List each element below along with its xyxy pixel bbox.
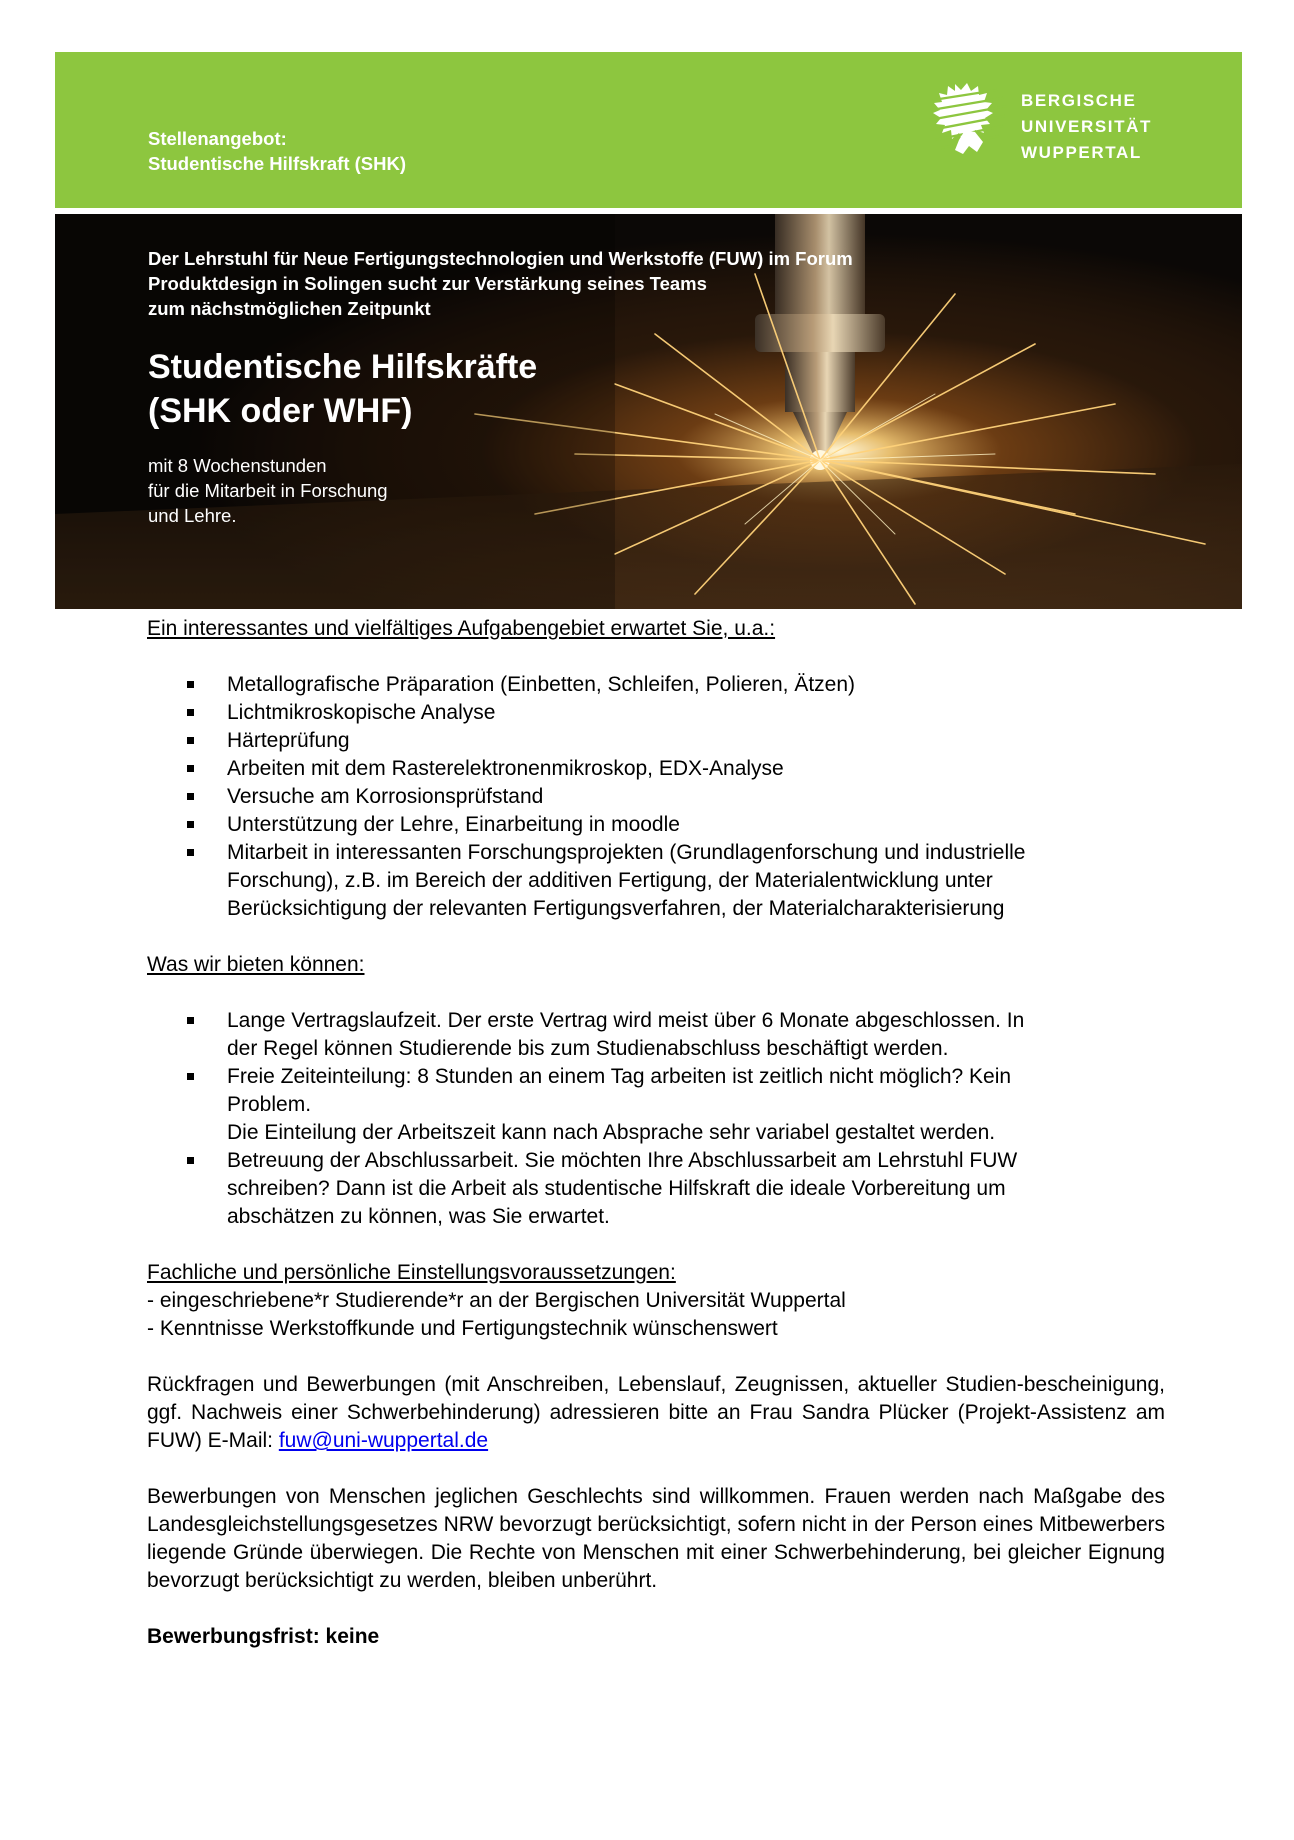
offer-1-line-2: der Regel können Studierende bis zum Studienabschluss beschäftigt werden. [227, 1037, 949, 1060]
hero-sub-line-1: mit 8 Wochenstunden [148, 455, 327, 476]
requirements-list [147, 1287, 1165, 1343]
university-lion-logo-icon [925, 82, 1011, 154]
contact-paragraph [147, 1371, 1165, 1455]
offer-2-line-1: Freie Zeiteinteilung: 8 Stunden an einem Tag arbeiten ist zeitlich nicht möglich? Kein [227, 1065, 1012, 1088]
offer-3-line-3: abschätzen zu können, was Sie erwartet. [227, 1205, 610, 1228]
hero-title-line-2: (SHK oder WHF) [148, 392, 413, 430]
hero-title [148, 345, 1078, 433]
university-logo [925, 82, 1225, 162]
list-item-research [147, 839, 1165, 923]
contact-text: Rückfragen und Bewerbungen (mit Anschreiben, Lebenslauf, Zeugnissen, aktueller Studien-bescheinigung, ggf. Nachweis einer Schwerbehinderung) adressieren bitte an Frau Sandra Plücker (Projekt-Assistenz am FUW) E-Mail: [147, 1373, 1165, 1452]
list-item-thesis [147, 1147, 1165, 1231]
tasks-list [147, 671, 1165, 923]
list-item: Arbeiten mit dem Rasterelektronenmikroskop, EDX-Analyse [147, 755, 1165, 783]
offer-1-line-1: Lange Vertragslaufzeit. Der erste Vertrag wird meist über 6 Monate abgeschlossen. In [227, 1009, 1025, 1032]
hero-subtitle [148, 453, 1078, 528]
research-line-3: Berücksichtigung der relevanten Fertigungsverfahren, der Materialcharakterisierung [227, 897, 1005, 920]
list-item-contract [147, 1007, 1165, 1063]
list-item: Versuche am Korrosionsprüfstand [147, 783, 1165, 811]
list-item-schedule [147, 1063, 1165, 1147]
offer-3-line-1: Betreuung der Abschlussarbeit. Sie möchten Ihre Abschlussarbeit am Lehrstuhl FUW [227, 1149, 1018, 1172]
list-item: Metallografische Präparation (Einbetten, Schleifen, Polieren, Ätzen) [147, 671, 1165, 699]
email-link[interactable]: fuw@uni-wuppertal.de [278, 1429, 489, 1452]
header-banner [55, 52, 1242, 208]
requirements-heading: Fachliche und persönliche Einstellungsvoraussetzungen: [147, 1261, 676, 1284]
job-offer-label: Stellenangebot: [148, 128, 287, 149]
offer-2-line-2: Problem. [227, 1093, 312, 1116]
research-line-2: Forschung), z.B. im Bereich der additiven Fertigung, der Materialentwicklung unter [227, 869, 993, 892]
job-offer-position: Studentische Hilfskraft (SHK) [148, 153, 407, 174]
hero-text [148, 246, 1078, 528]
hero-intro-line-3: zum nächstmöglichen Zeitpunkt [148, 298, 431, 319]
list-item: Unterstützung der Lehre, Einarbeitung in moodle [147, 811, 1165, 839]
hero-sub-line-3: und Lehre. [148, 505, 237, 526]
university-name [1021, 88, 1152, 166]
logo-line-1: BERGISCHE [1021, 91, 1137, 110]
list-item: Härteprüfung [147, 727, 1165, 755]
hero-intro-line-1: Der Lehrstuhl für Neue Fertigungstechnologien und Werkstoffe (FUW) im Forum [148, 248, 853, 269]
logo-line-2: UNIVERSITÄT [1021, 117, 1152, 136]
hero-intro [148, 246, 1078, 321]
offer-heading: Was wir bieten können: [147, 953, 365, 976]
equality-paragraph: Bewerbungen von Menschen jeglichen Geschlechts sind willkommen. Frauen werden nach Maßgabe des Landesgleichstellungsgesetzes NRW bevorzugt berücksichtigt, sofern nicht in der Person eines Mitbewerbers liegende Gründe überwiegen. Die Rechte von Menschen mit einer Schwerbehinderung, bei gleicher Eignung bevorzugt berücksichtigt zu werden, bleiben unberührt. [147, 1485, 1165, 1592]
logo-line-3: WUPPERTAL [1021, 143, 1142, 162]
tasks-heading: Ein interessantes und vielfältiges Aufgabengebiet erwartet Sie, u.a.: [147, 617, 776, 640]
offer-2-line-3: Die Einteilung der Arbeitszeit kann nach Absprache sehr variabel gestaltet werden. [227, 1121, 996, 1144]
job-offer-title [148, 126, 406, 176]
hero-title-line-1: Studentische Hilfskräfte [148, 348, 538, 386]
offer-3-line-2: schreiben? Dann ist die Arbeit als studentische Hilfskraft die ideale Vorbereitung um [227, 1177, 1006, 1200]
research-line-1: Mitarbeit in interessanten Forschungsprojekten (Grundlagenforschung und industrielle [227, 841, 1026, 864]
hero-sub-line-2: für die Mitarbeit in Forschung [148, 480, 388, 501]
requirement-line-1: - eingeschriebene*r Studierende*r an der Bergischen Universität Wuppertal [147, 1289, 846, 1312]
offer-list [147, 1007, 1165, 1231]
hero-intro-line-2: Produktdesign in Solingen sucht zur Verstärkung seines Teams [148, 273, 707, 294]
application-deadline: Bewerbungsfrist: keine [147, 1625, 380, 1648]
list-item: Lichtmikroskopische Analyse [147, 699, 1165, 727]
document-body [147, 615, 1165, 1651]
hero-banner [55, 214, 1242, 609]
requirement-line-2: - Kenntnisse Werkstoffkunde und Fertigungstechnik wünschenswert [147, 1317, 778, 1340]
